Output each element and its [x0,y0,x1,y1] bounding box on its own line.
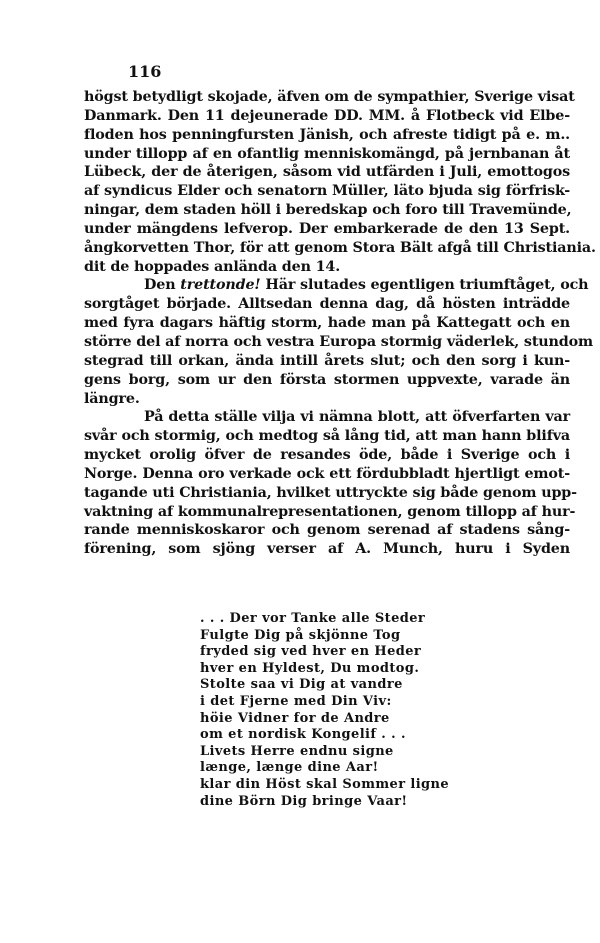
verse-line: Livets Herre endnu signe [200,743,394,759]
text-line: vaktning af kommunalrepresentationen, genom tillopp af hur- [84,503,576,520]
verse-line: . . . Der vor Tanke alle Steder [200,611,426,626]
verse-line: om et nordisk Kongelif . . . [200,727,406,743]
text-line: under mängdens lefverop. Der embarkerade de den 13 Sept. [84,220,570,237]
text-line: Danmark. Den 11 dejeunerade DD. MM. å Flotbeck vid Elbe- [84,107,570,124]
text-line: med fyra dagars häftig storm, hade man på Kattegatt och en [84,315,570,332]
paragraph-lead-word: Den [144,277,176,294]
body-text [84,88,596,559]
emphasized-word: trettonde! [180,277,261,294]
text-line: Lübeck, der de återigen, såsom vid utfärden i Juli, emottogos [84,164,570,181]
text-line: under tillopp af en ofantlig menniskomängd, på jernbanan åt [84,145,570,162]
text-line: af syndicus Elder och senatorn Müller, läto bjuda sig förfrisk- [84,183,570,200]
text-line: stegrad till orkan, ända intill årets slut; och den sorg i kun- [84,352,570,369]
verse-line: fryded sig ved hver en Heder [200,644,422,660]
verse-line: klar din Höst skal Sommer ligne [200,776,450,792]
verse-line: i det Fjerne med Din Viv: [200,693,392,709]
verse-line: hver en Hyldest, Du modtog. [200,660,420,676]
text-line: sorgtåget började. Alltsedan denna dag, då hösten inträdde [84,296,570,313]
text-line: mycket orolig öfver de resandes öde, både i Sverige och i [84,447,570,464]
text-line: svår och stormig, och medtog så lång tid, att man hann blifva [84,428,570,445]
text-line: gens borg, som ur den första stormen uppvexte, varade än [84,371,570,388]
paragraph-first-line: På detta ställe vilja vi nämna blott, att öfverfarten var [144,409,570,426]
paragraph-first-line-rest: Här slutades egentligen triumftåget, och [265,277,589,294]
verse-line: længe, længe dine Aar! [200,760,379,776]
verse-line: Fulgte Dig på skjönne Tog [200,627,401,643]
text-line: högst betydligt skojade, äfven om de sympathier, Sverige visat [84,89,575,105]
text-line: ningar, dem staden höll i beredskap och foro till Travemünde, [84,202,572,219]
text-line: rande menniskoskaror och genom serenad af stadens sång- [84,522,570,539]
text-line: längre. [84,390,140,407]
verse-line: höie Vidner for de Andre [200,710,390,726]
page-number: 116 [128,62,162,81]
text-line: floden hos penningfursten Jänish, och afreste tidigt på e. m.. [84,126,570,143]
text-line: dit de hoppades anlända den 14. [84,258,341,275]
text-line: förening, som sjöng verser af A. Munch, huru i Syden [84,541,570,558]
text-line: större del af norra och vestra Europa stormig väderlek, stundom [84,333,593,350]
verse-line: dine Börn Dig bringe Vaar! [200,793,408,809]
paragraph-first-line [84,276,589,295]
text-line: Norge. Denna oro verkade ock ett fördubbladt hjertligt emot- [84,465,570,482]
text-line: ångkorvetten Thor, för att genom Stora Bält afgå till Christiania. [84,239,596,256]
verse-quotation [200,611,520,810]
verse-line: Stolte saa vi Dig at vandre [200,677,403,693]
text-line: tagande uti Christiania, hvilket uttryckte sig både genom upp- [84,484,577,501]
